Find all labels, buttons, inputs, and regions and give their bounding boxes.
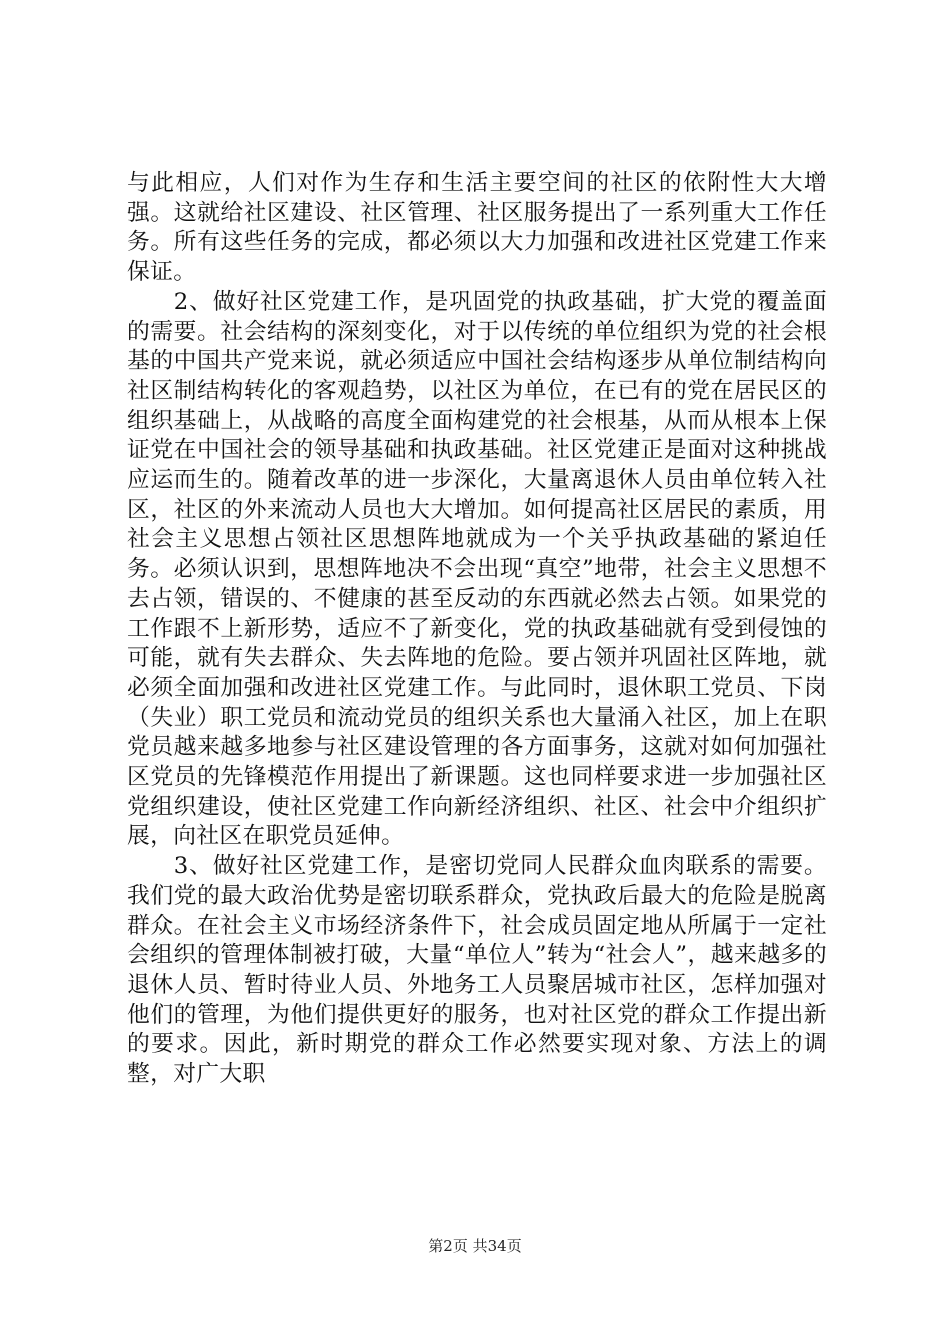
paragraph-continuation: 与此相应，人们对作为生存和生活主要空间的社区的依附性大大增强。这就给社区建设、社区管理、社区服务提出了一系列重大工作任务。所有这些任务的完成，都必须以大力加强和改进社区党建工作来保证。: [127, 170, 827, 286]
body-text: [127, 169, 827, 1090]
paragraph-point-3: 3、做好社区党建工作，是密切党同人民群众血肉联系的需要。我们党的最大政治优势是密切联系群众，党执政后最大的危险是脱离群众。在社会主义市场经济条件下，社会成员固定地从所属于一定社会组织的管理体制被打破，大量“单位人”转为“社会人”，越来越多的退休人员、暂时待业人员、外地务工人员聚居城市社区，怎样加强对他们的管理，为他们提供更好的服务，也对社区党的群众工作提出新的要求。因此，新时期党的群众工作必然要实现对象、方法上的调整，对广大职: [127, 853, 827, 1088]
paragraph-point-2: 2、做好社区党建工作，是巩固党的执政基础，扩大党的覆盖面的需要。社会结构的深刻变化，对于以传统的单位组织为党的社会根基的中国共产党来说，就必须适应中国社会结构逐步从单位制结构向社区制结构转化的客观趋势，以社区为单位，在已有的党在居民区的组织基础上，从战略的高度全面构建党的社会根基，从而从根本上保证党在中国社会的领导基础和执政基础。社区党建正是面对这种挑战应运而生的。随着改革的进一步深化，大量离退休人员由单位转入社区，社区的外来流动人员也大大增加。如何提高社区居民的素质，用社会主义思想占领社区思想阵地就成为一个关乎执政基础的紧迫任务。必须认识到，思想阵地决不会出现“真空”地带，社会主义思想不去占领，错误的、不健康的甚至反动的东西就必然去占领。如果党的工作跟不上新形势，适应不了新变化，党的执政基础就有受到侵蚀的可能，就有失去群众、失去阵地的危险。要占领并巩固社区阵地，就必须全面加强和改进社区党建工作。与此同时，退休职工党员、下岗（失业）职工党员和流动党员的组织关系也大量涌入社区，加上在职党员越来越多地参与社区建设管理的各方面事务，这就对如何加强社区党员的先锋模范作用提出了新课题。这也同样要求进一步加强社区党组织建设，使社区党建工作向新经济组织、社区、社会中介组织扩展，向社区在职党员延伸。: [127, 288, 827, 850]
page-number-footer: 第2页 共34页: [428, 1237, 522, 1255]
